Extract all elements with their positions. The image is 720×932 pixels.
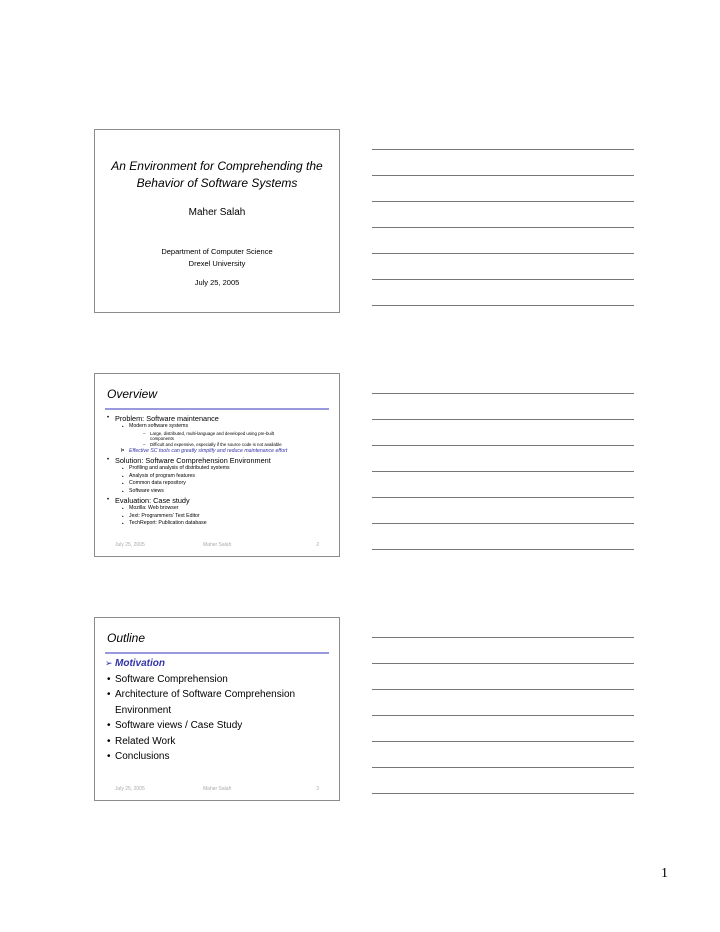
outline-item: • Software views / Case Study: [105, 718, 331, 734]
note-line: [372, 445, 634, 446]
outline-item: • Conclusions: [105, 749, 331, 765]
slide-title: Overview: [107, 387, 158, 401]
presentation-date: July 25, 2005: [194, 278, 240, 287]
note-line: [372, 279, 634, 280]
note-line: [372, 253, 634, 254]
footer-slide-number: 2: [316, 542, 319, 548]
slide-1-title: [94, 129, 340, 313]
bullet-level2: • Analysis of program features: [105, 473, 331, 481]
outline-item: • Software Comprehension: [105, 672, 331, 688]
title-divider: [105, 652, 329, 654]
author-name: Maher Salah: [188, 207, 246, 218]
note-line: [372, 689, 634, 690]
title-divider: [105, 408, 329, 410]
conclusion-arrow-item: Þ Effective SC tools can greatly simplify and reduce maintenance effort: [105, 447, 331, 455]
bullet-level2: • Jext: Programmers' Text Editor: [105, 513, 331, 521]
note-line: [372, 471, 634, 472]
note-line: [372, 523, 634, 524]
slide-2-overview: [94, 373, 340, 557]
note-line: [372, 393, 634, 394]
slide-body: [105, 656, 331, 765]
note-line: [372, 549, 634, 550]
note-line: [372, 149, 634, 150]
bullet-level3: – Difficult and expensive, especially if the source code is not available: [105, 442, 331, 448]
bullet-level1: • Evaluation: Case study: [105, 496, 331, 505]
slide-footer: [95, 786, 339, 794]
presentation-title: An Environment for Comprehending the Behavior of Software Systems: [111, 159, 323, 190]
note-line: [372, 419, 634, 420]
note-line: [372, 637, 634, 638]
note-line: [372, 201, 634, 202]
bullet-level2: • Profiling and analysis of distributed systems: [105, 465, 331, 473]
slide-3-outline: [94, 617, 340, 801]
footer-date: July 25, 2005: [115, 786, 145, 792]
note-line: [372, 663, 634, 664]
note-line: [372, 715, 634, 716]
note-line: [372, 175, 634, 176]
note-line: [372, 227, 634, 228]
footer-slide-number: 3: [316, 786, 319, 792]
footer-author: Maher Salah: [203, 786, 232, 792]
note-line: [372, 741, 634, 742]
affiliation: Department of Computer Science Drexel University: [161, 247, 273, 268]
slide-title: Outline: [107, 631, 146, 645]
bullet-level2: • Common data repository: [105, 480, 331, 488]
slide-body: [105, 413, 331, 528]
outline-item: • Related Work: [105, 734, 331, 750]
slide-footer: [95, 542, 339, 550]
outline-item: • Architecture of Software Comprehension: [105, 687, 331, 703]
outline-item-continuation: Environment: [115, 704, 172, 716]
footer-author: Maher Salah: [203, 542, 232, 548]
footer-date: July 25, 2005: [115, 542, 145, 548]
note-line: [372, 793, 634, 794]
bullet-level2: • TechReport: Publication database: [105, 520, 331, 528]
outline-item-current: ➢ Motivation: [105, 656, 331, 672]
bullet-level2: • Software views: [105, 488, 331, 496]
note-line: [372, 497, 634, 498]
bullet-level2: • Mozilla: Web browser: [105, 505, 331, 513]
bullet-level3: – Large, distributed, multi-language and developed using pre-built components: [105, 431, 331, 442]
bullet-level2: • Modern software systems: [105, 423, 331, 431]
bullet-level1: • Solution: Software Comprehension Environment: [105, 456, 331, 465]
page-number: 1: [661, 866, 668, 881]
bullet-level1: • Problem: Software maintenance: [105, 414, 331, 423]
note-line: [372, 305, 634, 306]
note-line: [372, 767, 634, 768]
